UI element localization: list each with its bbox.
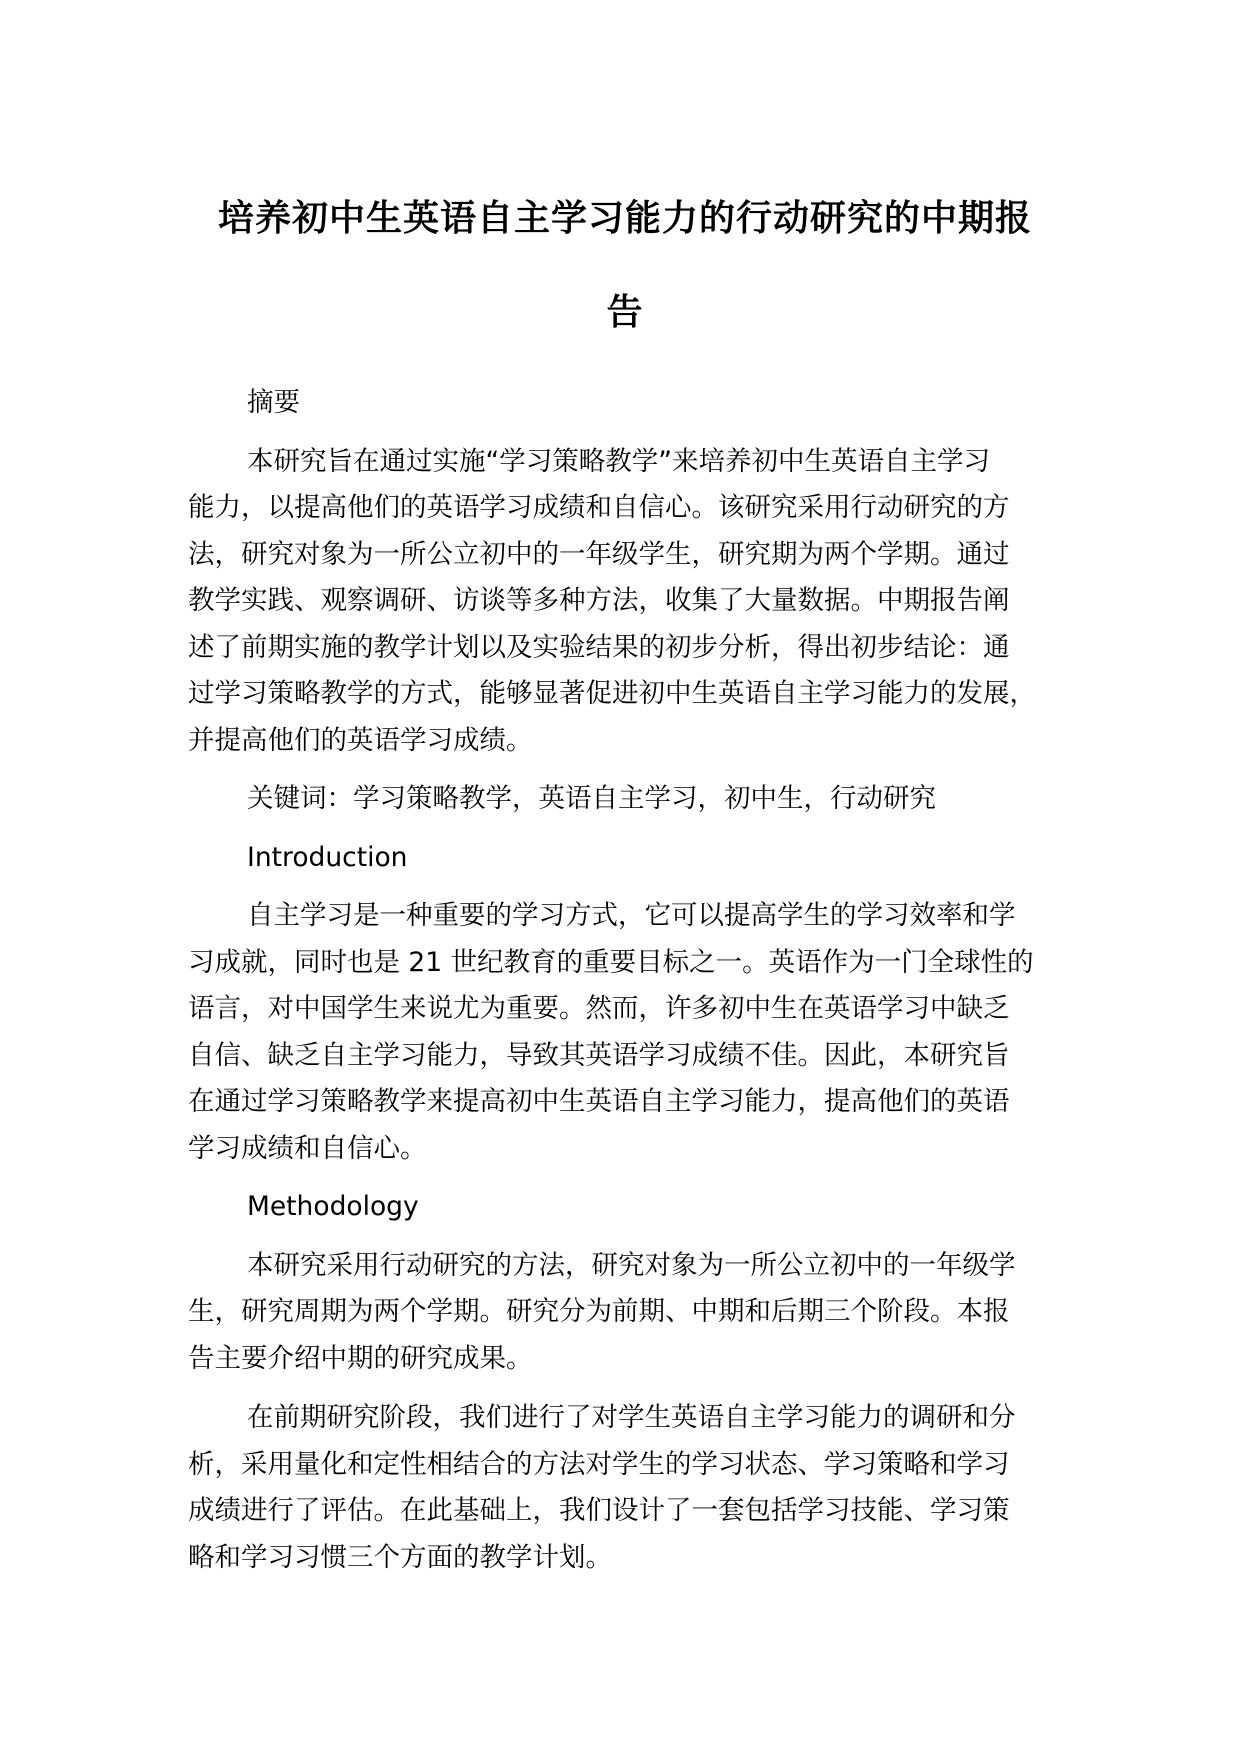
introduction-line: 语言，对中国学生来说尤为重要。然而，许多初中生在英语学习中缺乏 xyxy=(188,993,1010,1024)
document-body xyxy=(188,380,1078,1581)
title-line: 培养初中生英语自主学习能力的行动研究的中期报 xyxy=(217,198,1032,239)
abstract-line: 法，研究对象为一所公立初中的一年级学生，研究期为两个学期。通过 xyxy=(188,538,1010,570)
abstract-line: 过学习策略教学的方式，能够显著促进初中生英语自主学习能力的发展， xyxy=(188,678,1036,709)
abstract-line: 述了前期实施的教学计划以及实验结果的初步分析，得出初步结论：通 xyxy=(188,631,1010,663)
abstract-line: 教学实践、观察调研、访谈等多种方法，收集了大量数据。中期报告阐 xyxy=(188,585,1010,616)
abstract-line: 本研究旨在通过实施“学习策略教学”来培养初中生英语自主学习 xyxy=(247,445,990,477)
methodology-heading: Methodology xyxy=(247,1191,419,1222)
methodology-line: 在前期研究阶段，我们进行了对学生英语自主学习能力的调研和分 xyxy=(247,1402,1016,1433)
methodology-line: 略和学习习惯三个方面的教学计划。 xyxy=(188,1541,612,1573)
abstract-paragraph xyxy=(188,439,1078,765)
methodology-line: 生，研究周期为两个学期。研究分为前期、中期和后期三个阶段。本报 xyxy=(188,1296,1010,1327)
abstract-line: 并提高他们的英语学习成绩。 xyxy=(188,724,533,756)
introduction-heading: Introduction xyxy=(247,841,408,873)
introduction-line: 自主学习是一种重要的学习方式，它可以提高学生的学习效率和学 xyxy=(247,900,1016,931)
abstract-heading: 摘要 xyxy=(247,387,300,418)
introduction-line: 在通过学习策略教学来提高初中生英语自主学习能力，提高他们的英语 xyxy=(188,1086,1010,1117)
abstract-line: 能力，以提高他们的英语学习成绩和自信心。该研究采用行动研究的方 xyxy=(188,492,1010,523)
methodology-line: 告主要介绍中期的研究成果。 xyxy=(188,1342,533,1374)
methodology-paragraph-1 xyxy=(188,1243,1078,1383)
introduction-line: 习成就，同时也是 21 世纪教育的重要目标之一。英语作为一门全球性的 xyxy=(188,946,1034,978)
methodology-line: 本研究采用行动研究的方法，研究对象为一所公立初中的一年级学 xyxy=(247,1249,1016,1281)
methodology-line: 成绩进行了评估。在此基础上，我们设计了一套包括学习技能、学习策 xyxy=(188,1495,1010,1526)
methodology-paragraph-2 xyxy=(188,1395,1078,1581)
keywords-line: 关键词：学习策略教学，英语自主学习，初中生，行动研究 xyxy=(247,783,936,814)
introduction-line: 学习成绩和自信心。 xyxy=(188,1132,427,1164)
introduction-line: 自信、缺乏自主学习能力，导致其英语学习成绩不佳。因此，本研究旨 xyxy=(188,1039,1010,1071)
document-title xyxy=(185,172,1065,360)
methodology-line: 析，采用量化和定性相结合的方法对学生的学习状态、学习策略和学习 xyxy=(188,1448,1010,1480)
title-line: 告 xyxy=(606,292,644,333)
introduction-paragraph xyxy=(188,893,1078,1172)
